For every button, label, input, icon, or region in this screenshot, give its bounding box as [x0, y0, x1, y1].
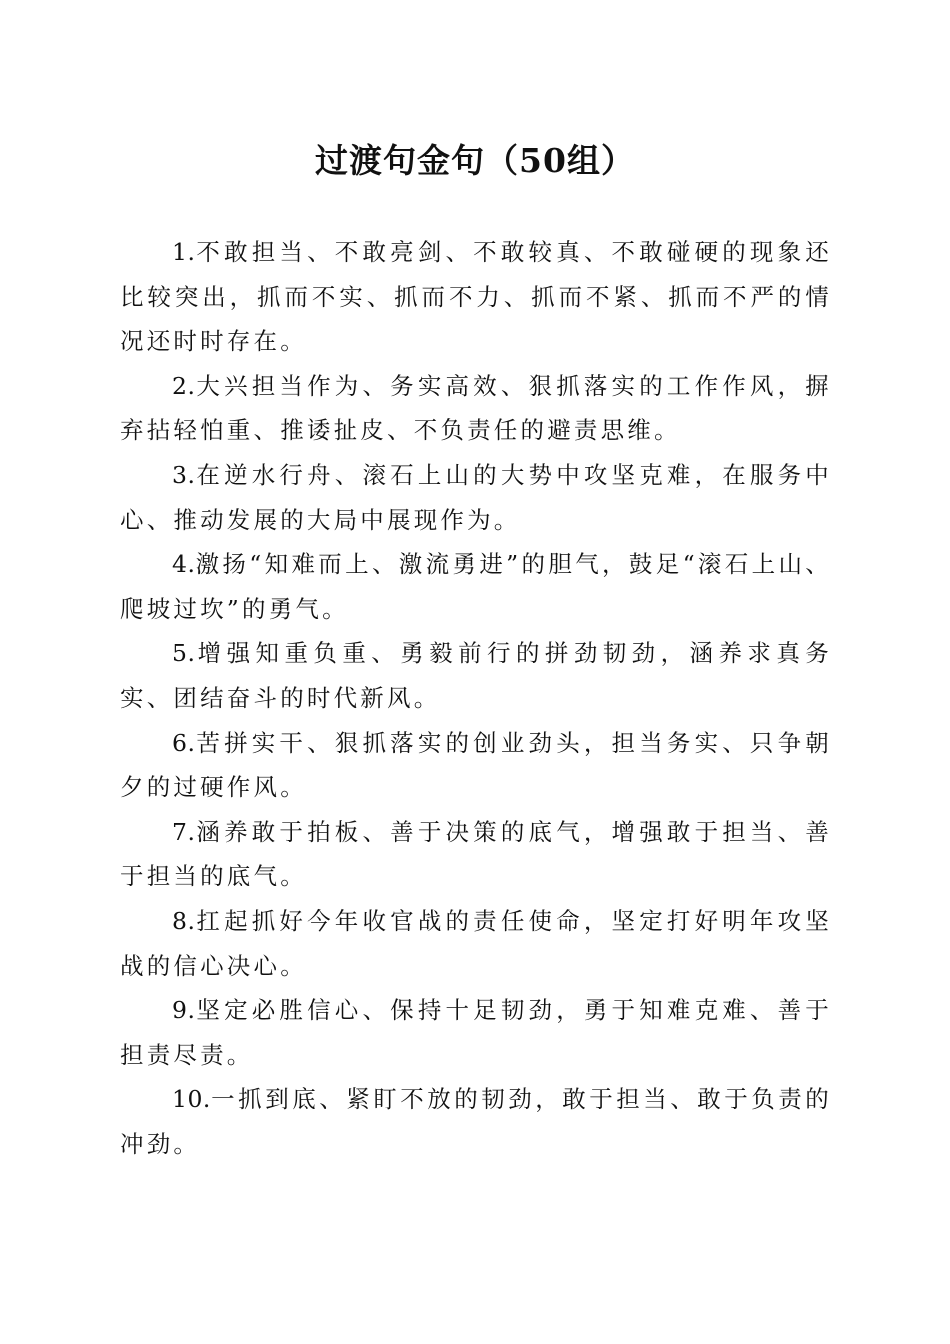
paragraph-text: 扛起抓好今年收官战的责任使命，坚定打好明年攻坚战的信心决心。 [120, 906, 832, 980]
paragraph-number: 6. [172, 728, 196, 757]
document-body [120, 230, 832, 1166]
paragraph-text: 苦拼实干、狠抓落实的创业劲头，担当务实、只争朝夕的过硬作风。 [120, 728, 832, 802]
paragraph-9 [120, 988, 832, 1077]
paragraph-text: 大兴担当作为、务实高效、狠抓落实的工作作风，摒弃拈轻怕重、推诿扯皮、不负责任的避责思维。 [120, 371, 832, 445]
paragraph-6 [120, 721, 832, 810]
paragraph-number: 5. [172, 639, 196, 668]
paragraph-text: 涵养敢于拍板、善于决策的底气，增强敢于担当、善于担当的底气。 [120, 817, 832, 891]
paragraph-text: 增强知重负重、勇毅前行的拼劲韧劲，涵养求真务实、团结奋斗的时代新风。 [120, 639, 832, 712]
paragraph-number: 2. [172, 371, 196, 400]
paragraph-7 [120, 810, 832, 899]
paragraph-number: 4. [172, 550, 196, 579]
paragraph-number: 8. [172, 906, 196, 935]
paragraph-5 [120, 631, 832, 720]
paragraph-number: 3. [172, 460, 196, 489]
paragraph-3 [120, 453, 832, 542]
paragraph-text: 一抓到底、紧盯不放的韧劲，敢于担当、敢于负责的冲劲。 [120, 1085, 832, 1158]
paragraph-4 [120, 542, 832, 631]
paragraph-1 [120, 230, 832, 364]
paragraph-10 [120, 1077, 832, 1166]
paragraph-text: 坚定必胜信心、保持十足韧劲，勇于知难克难、善于担责尽责。 [120, 996, 832, 1069]
paragraph-number: 1. [172, 238, 196, 266]
paragraph-number: 9. [172, 996, 196, 1025]
paragraph-number: 7. [172, 817, 196, 846]
paragraph-text: 不敢担当、不敢亮剑、不敢较真、不敢碰硬的现象还比较突出，抓而不实、抓而不力、抓而不紧、抓而不严的情况还时时存在。 [120, 238, 832, 356]
paragraph-8 [120, 899, 832, 988]
paragraph-text: 激扬“知难而上、激流勇进”的胆气，鼓足“滚石上山、爬坡过坎”的勇气。 [120, 550, 832, 623]
paragraph-number: 10. [172, 1085, 211, 1114]
document-title: 过渡句金句（50组） [315, 141, 635, 180]
paragraph-2 [120, 364, 832, 453]
paragraph-text: 在逆水行舟、滚石上山的大势中攻坚克难，在服务中心、推动发展的大局中展现作为。 [120, 460, 832, 534]
